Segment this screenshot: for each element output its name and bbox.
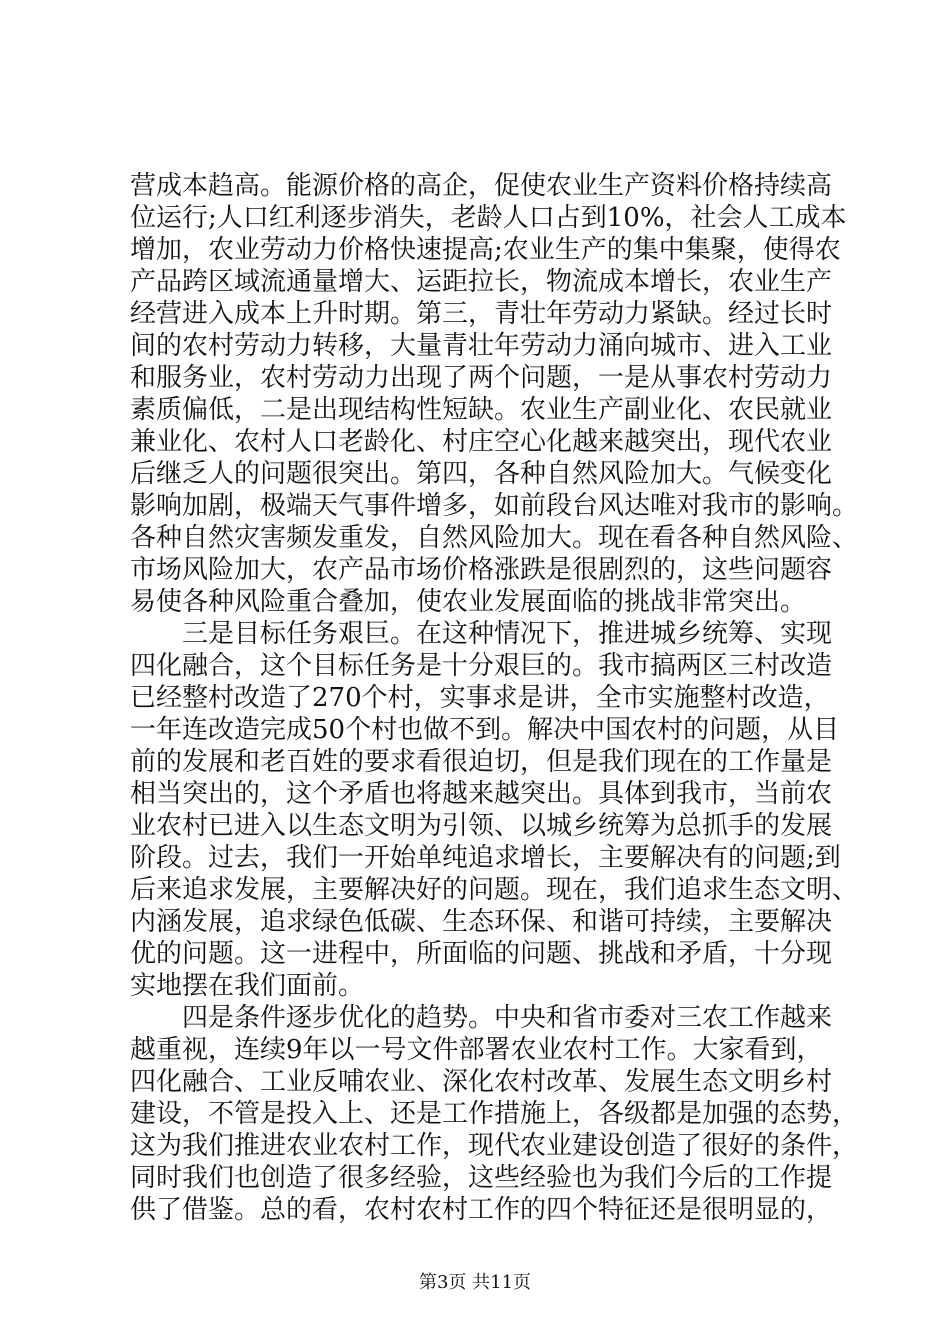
text-line: 位运行;人口红利逐步消失，老龄人口占到10%，社会人工成本 — [130, 203, 847, 233]
page-footer — [0, 1272, 950, 1294]
text-line: 阶段。过去，我们一开始单纯追求增长，主要解决有的问题;到 — [130, 843, 841, 873]
text-line: 建设，不管是投入上、还是工作措施上，各级都是加强的态势， — [130, 1099, 859, 1129]
text-line: 优的问题。这一进程中，所面临的问题、挑战和矛盾，十分现 — [130, 939, 833, 969]
page-number-label: 第3页 共11页 — [418, 1272, 532, 1293]
text-line: 经营进入成本上升时期。第三，青壮年劳动力紧缺。经过长时 — [130, 299, 833, 329]
document-body — [130, 170, 859, 1226]
paragraph-start-line: 三是目标任务艰巨。在这种情况下，推进城乡统筹、实现 — [182, 619, 833, 649]
text-line: 业农村已进入以生态文明为引领、以城乡统筹为总抓手的发展 — [130, 811, 833, 841]
text-line: 供了借鉴。总的看，农村农村工作的四个特征还是很明显的， — [130, 1195, 833, 1225]
text-line: 兼业化、农村人口老龄化、村庄空心化越来越突出，现代农业 — [130, 427, 833, 457]
text-line: 实地摆在我们面前。 — [130, 971, 365, 1001]
text-line: 产品跨区域流通量增大、运距拉长，物流成本增长，农业生产 — [130, 267, 833, 297]
text-line: 营成本趋高。能源价格的高企，促使农业生产资料价格持续高 — [130, 171, 833, 201]
text-line: 市场风险加大，农产品市场价格涨跌是很剧烈的，这些问题容 — [130, 555, 833, 585]
text-line: 四化融合、工业反哺农业、深化农村改革、发展生态文明乡村 — [130, 1067, 833, 1097]
text-line: 前的发展和老百姓的要求看很迫切，但是我们现在的工作量是 — [130, 747, 833, 777]
text-line: 和服务业，农村劳动力出现了两个问题，一是从事农村劳动力 — [130, 363, 833, 393]
text-line: 越重视，连续9年以一号文件部署农业农村工作。大家看到， — [130, 1035, 823, 1065]
text-line: 间的农村劳动力转移，大量青壮年劳动力涌向城市、进入工业 — [130, 331, 833, 361]
paragraph-start-line: 四是条件逐步优化的趋势。中央和省市委对三农工作越来 — [182, 1003, 833, 1033]
text-line: 各种自然灾害频发重发，自然风险加大。现在看各种自然风险、 — [130, 523, 859, 553]
text-line: 后继乏人的问题很突出。第四，各种自然风险加大。气候变化 — [130, 459, 833, 489]
text-line: 这为我们推进农业农村工作，现代农业建设创造了很好的条件， — [130, 1131, 859, 1161]
text-line: 易使各种风险重合叠加，使农业发展面临的挑战非常突出。 — [130, 587, 807, 617]
text-line: 同时我们也创造了很多经验，这些经验也为我们今后的工作提 — [130, 1163, 833, 1193]
text-line: 后来追求发展，主要解决好的问题。现在，我们追求生态文明、 — [130, 875, 859, 905]
text-line: 相当突出的，这个矛盾也将越来越突出。具体到我市，当前农 — [130, 779, 833, 809]
text-line: 影响加剧，极端天气事件增多，如前段台风达唯对我市的影响。 — [130, 491, 859, 521]
text-line: 一年连改造完成50个村也做不到。解决中国农村的问题，从目 — [130, 715, 840, 745]
text-line: 四化融合，这个目标任务是十分艰巨的。我市搞两区三村改造 — [130, 651, 833, 681]
text-line: 素质偏低，二是出现结构性短缺。农业生产副业化、农民就业 — [130, 395, 833, 425]
text-line: 增加，农业劳动力价格快速提高;农业生产的集中集聚，使得农 — [130, 235, 841, 265]
text-line: 内涵发展，追求绿色低碳、生态环保、和谐可持续，主要解决 — [130, 907, 833, 937]
text-line: 已经整村改造了270个村，实事求是讲，全市实施整村改造， — [130, 683, 830, 713]
